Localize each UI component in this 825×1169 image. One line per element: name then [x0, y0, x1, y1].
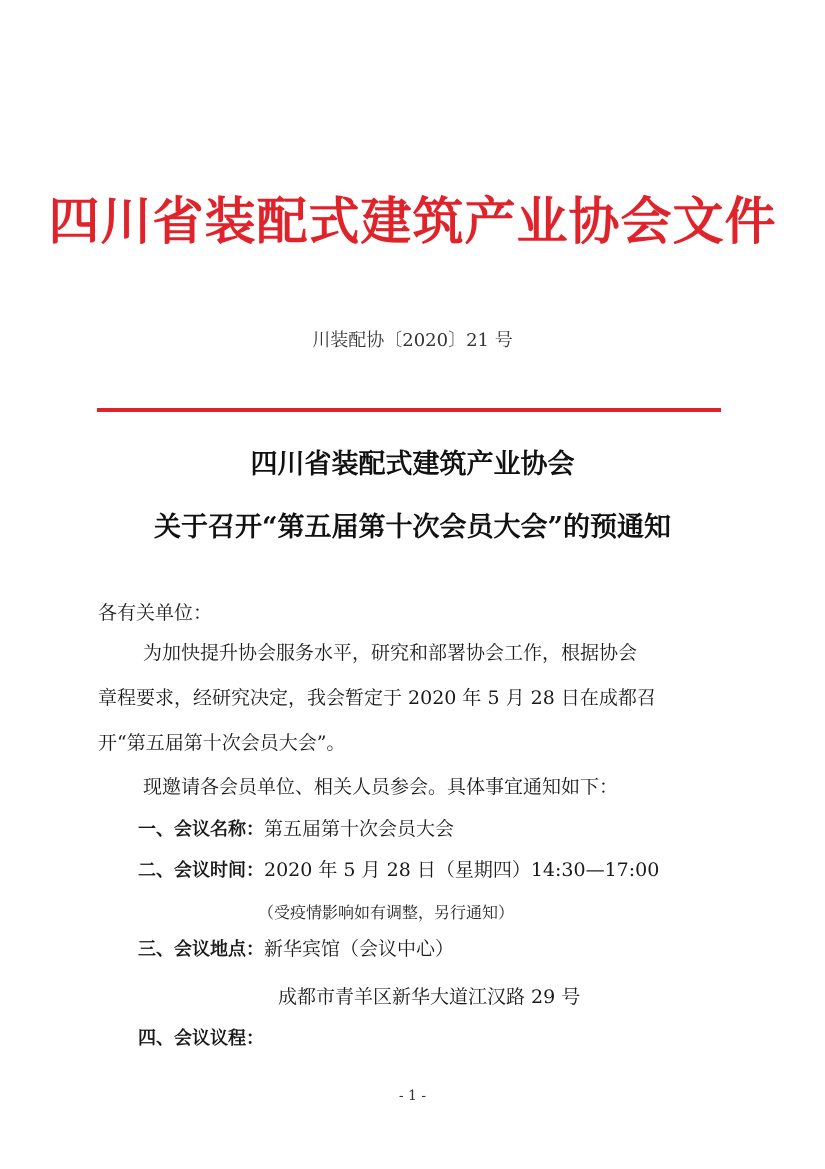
document-header-title: 四川省装配式建筑产业协会文件	[48, 193, 777, 252]
salutation: 各有关单位：	[98, 602, 213, 624]
meeting-time-note: （受疫情影响如有调整，另行通知）	[258, 903, 515, 922]
paragraph-1-line-3: 开“第五届第十次会员大会”。	[98, 732, 346, 754]
item-meeting-place	[138, 934, 454, 961]
paragraph-1-line-2: 章程要求，经研究决定，我会暂定于 2020 年 5 月 28 日在成都召	[98, 687, 656, 709]
notice-title-line-2: 关于召开“第五届第十次会员大会”的预通知	[153, 512, 672, 543]
item-meeting-time	[138, 855, 659, 882]
meeting-time-value: 2020 年 5 月 28 日（星期四）14:30—17:00	[264, 859, 660, 881]
meeting-place-label: 三、会议地点：	[138, 939, 264, 960]
item-meeting-name	[138, 814, 454, 841]
meeting-place-value: 新华宾馆（会议中心）	[264, 938, 455, 960]
meeting-time-label: 二、会议时间：	[138, 860, 264, 881]
page-number: - 1 -	[398, 1088, 427, 1104]
meeting-name-value: 第五届第十次会员大会	[264, 818, 455, 840]
meeting-agenda-label: 四、会议议程：	[138, 1028, 264, 1049]
meeting-place-address: 成都市青羊区新华大道江汉路 29 号	[278, 986, 581, 1008]
paragraph-2: 现邀请各会员单位、相关人员参会。具体事宜通知如下：	[143, 776, 619, 798]
paragraph-1-line-1: 为加快提升协会服务水平，研究和部署协会工作，根据协会	[143, 642, 638, 664]
red-divider-line	[97, 408, 721, 412]
item-meeting-agenda	[138, 1024, 264, 1050]
notice-title-line-1: 四川省装配式建筑产业协会	[250, 449, 575, 480]
meeting-name-label: 一、会议名称：	[138, 819, 264, 840]
document-number: 川装配协〔2020〕21 号	[312, 330, 513, 351]
